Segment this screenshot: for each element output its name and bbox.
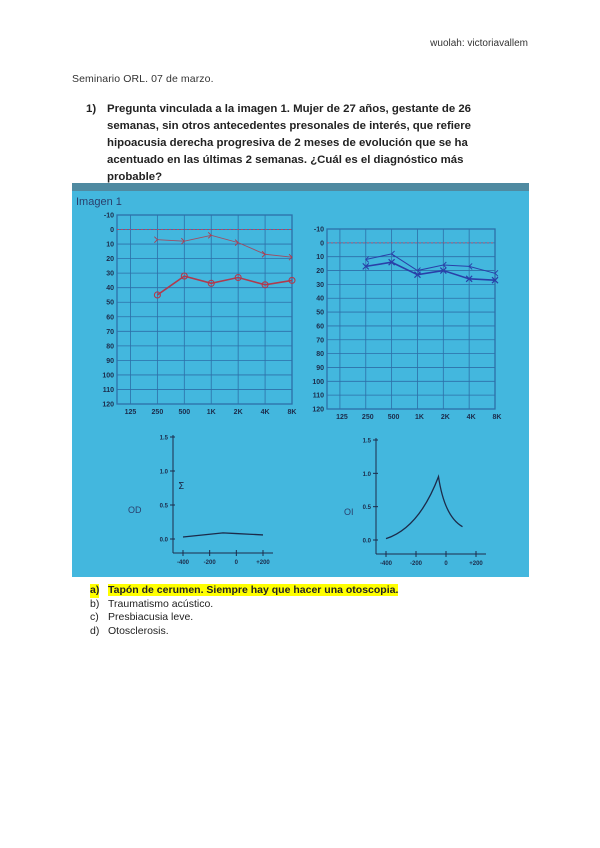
- figure-svg: [72, 183, 529, 577]
- question-1: [86, 101, 516, 186]
- audiogram-right-y-tick: 80: [106, 343, 114, 351]
- audiogram-right-x-tick: 1K: [206, 409, 216, 416]
- question-number: 1): [86, 103, 97, 115]
- answer-d: [90, 625, 398, 639]
- tymp-left-y-tick: 0.0: [362, 538, 371, 545]
- audiogram-right-y-tick: -10: [103, 212, 114, 220]
- question-text: Pregunta vinculada a la imagen 1. Mujer de 27 años, gestante de 26 semanas, sin otros antecedentes presonales de interés, que refiere hipoacusia derecha progresiva de 2 meses de evolución que se ha acentuado en las últimas 2 semanas. ¿Cuál es el diagnóstico más probable?: [107, 103, 472, 183]
- audiogram-left-y-tick: 90: [316, 364, 324, 372]
- audiogram-left-y-tick: 120: [312, 406, 324, 414]
- audiogram-left-x-tick: 500: [387, 414, 400, 421]
- tymp-left-ear-label: OI: [344, 507, 354, 517]
- audiogram-left-y-tick: 70: [316, 337, 324, 345]
- audiogram-right-y-tick: 70: [106, 328, 114, 336]
- audiogram-left-y-tick: -10: [313, 226, 324, 234]
- audiogram-right-y-tick: 10: [106, 241, 114, 249]
- audiogram-left-y-tick: 30: [316, 281, 324, 289]
- answer-b-text: Traumatismo acústico.: [108, 597, 214, 610]
- audiogram-right-x-tick: 250: [151, 409, 164, 416]
- audiogram-right-y-tick: 20: [106, 256, 114, 264]
- answer-d-letter: d): [90, 624, 100, 637]
- figure-label: Imagen 1: [76, 196, 122, 208]
- audiogram-left-x-tick: 1K: [414, 414, 424, 421]
- answer-c-letter: c): [90, 611, 99, 623]
- answer-a: [90, 584, 398, 598]
- tymp-left-x-tick: 0: [444, 561, 448, 567]
- tymp-right-y-tick: 0.5: [159, 503, 168, 510]
- screen-top-edge: [72, 183, 529, 191]
- figure-image-1: [72, 183, 529, 577]
- audiogram-left-y-tick: 20: [316, 268, 324, 276]
- audiogram-left-y-tick: 50: [316, 309, 324, 317]
- audiogram-right-y-tick: 90: [106, 357, 114, 365]
- audiogram-left-x-tick: 4K: [466, 414, 476, 421]
- tymp-right-x-tick: -400: [176, 560, 190, 566]
- answer-c-text: Presbiacusia leve.: [108, 611, 194, 623]
- audiogram-right-y-tick: 100: [102, 372, 114, 380]
- projection-screen: [72, 183, 529, 577]
- audiogram-right-y-tick: 110: [102, 386, 114, 394]
- audiogram-right-y-tick: 120: [102, 401, 114, 409]
- answer-b-letter: b): [90, 597, 100, 610]
- audiogram-right-y-tick: 30: [106, 270, 114, 278]
- audiogram-left-x-tick: 8K: [492, 414, 502, 421]
- audiogram-right-x-tick: 4K: [260, 409, 270, 416]
- tymp-left-y-tick: 1.0: [362, 471, 371, 478]
- answer-a-text: Tapón de cerumen. Siempre hay que hacer una otoscopia.: [108, 584, 399, 596]
- audiogram-left-x-tick: 125: [336, 414, 348, 421]
- tymp-right-y-tick: 1.0: [159, 469, 168, 476]
- tymp-right-ear-label: OD: [128, 505, 142, 515]
- answer-b: [90, 598, 398, 612]
- audiogram-left-x-tick: 250: [361, 414, 374, 421]
- audiogram-right-x-tick: 500: [178, 409, 191, 416]
- audiogram-right-x-tick: 8K: [287, 409, 297, 416]
- tymp-right-y-tick: 0.0: [159, 537, 168, 544]
- audiogram-left-y-tick: 0: [320, 240, 324, 248]
- answer-d-text: Otosclerosis.: [108, 624, 169, 637]
- header-username: wuolah: victoriavallem: [430, 38, 528, 49]
- tymp-right-handwritten-mark: Ʃ: [178, 481, 185, 492]
- audiogram-left-y-tick: 80: [316, 351, 324, 359]
- tymp-left-x-tick: -200: [409, 561, 423, 567]
- tymp-left-x-tick: +200: [469, 561, 483, 567]
- answer-a-letter: a): [90, 584, 100, 596]
- audiogram-right-y-tick: 40: [106, 285, 114, 293]
- audiogram-left-y-tick: 60: [316, 323, 324, 331]
- audiogram-left-y-tick: 110: [312, 392, 324, 400]
- audiogram-left-y-tick: 40: [316, 295, 324, 303]
- tymp-right-x-tick: -200: [203, 560, 216, 566]
- document-title: Seminario ORL. 07 de marzo.: [72, 73, 214, 85]
- tymp-left-x-tick: -400: [379, 561, 393, 567]
- answer-c: [90, 611, 398, 625]
- audiogram-right-y-tick: 60: [106, 314, 114, 322]
- audiogram-right-y-tick: 0: [110, 227, 114, 235]
- audiogram-left-y-tick: 10: [316, 254, 324, 262]
- tymp-left-y-tick: 1.5: [362, 438, 371, 445]
- tymp-left-y-tick: 0.5: [362, 505, 371, 512]
- tymp-right-x-tick: 0: [234, 560, 239, 566]
- audiogram-right-x-tick: 2K: [233, 409, 243, 416]
- tymp-right-y-tick: 1.5: [159, 435, 168, 442]
- audiogram-left-x-tick: 2K: [440, 414, 450, 421]
- audiogram-right-y-tick: 50: [106, 299, 114, 307]
- audiogram-left-y-tick: 100: [312, 378, 324, 386]
- answer-list: [90, 584, 398, 638]
- tymp-right-x-tick: +200: [256, 560, 270, 566]
- audiogram-right-x-tick: 125: [124, 409, 137, 416]
